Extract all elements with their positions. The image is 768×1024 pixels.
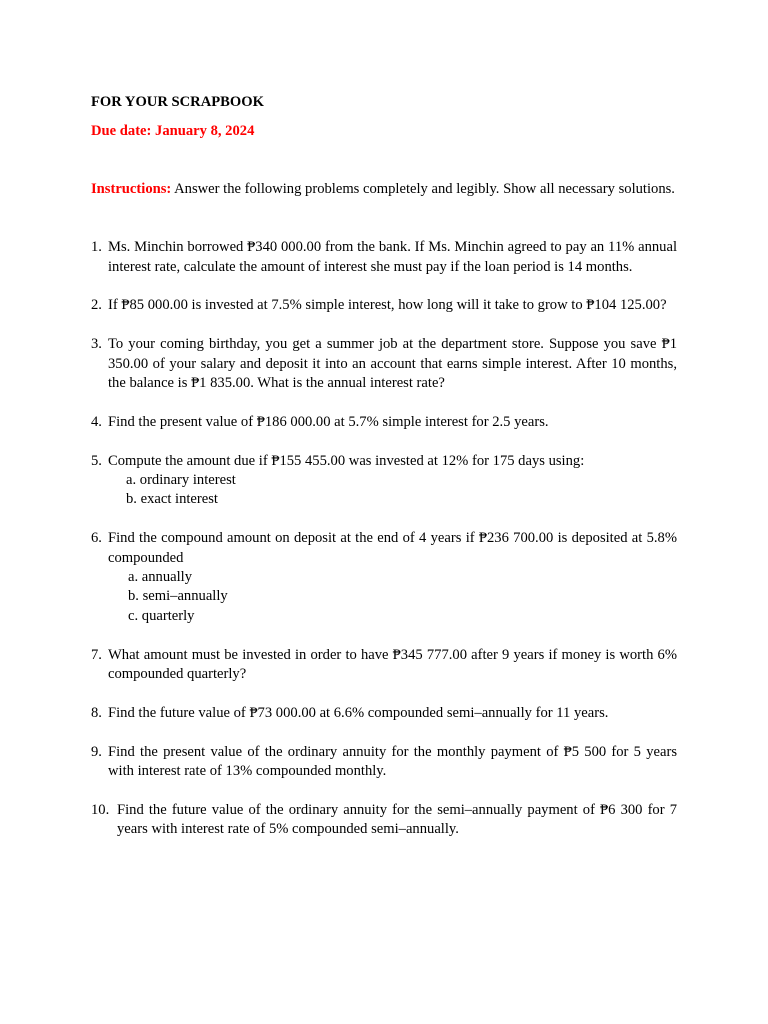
document-page xyxy=(91,93,677,859)
instructions-label: Instructions: xyxy=(91,180,172,197)
problem-text: Find the future value of ₱73 000.00 at 6.6% compounded semi–annually for 11 years. xyxy=(108,704,609,721)
sub-item: b. exact interest xyxy=(126,491,218,508)
problem-item xyxy=(91,413,677,432)
problem-number: 1. xyxy=(91,239,102,256)
problem-number: 10. xyxy=(91,801,110,818)
instructions xyxy=(91,180,677,199)
problem-item xyxy=(91,335,677,393)
problem-text: Find the present value of the ordinary annuity for the monthly payment of ₱5 500 for 5 years with interest rate of 13% compounded monthly. xyxy=(108,743,677,780)
problem-item xyxy=(91,704,677,723)
problem-item xyxy=(91,646,677,685)
problem-text: Compute the amount due if ₱155 455.00 was invested at 12% for 175 days using: xyxy=(108,452,585,469)
problem-list xyxy=(91,238,677,839)
problem-text: Ms. Minchin borrowed ₱340 000.00 from the bank. If Ms. Minchin agreed to pay an 11% annual interest rate, calculate the amount of interest she must pay if the loan period is 14 months. xyxy=(108,239,677,275)
page-title: FOR YOUR SCRAPBOOK xyxy=(91,94,264,110)
problem-number: 8. xyxy=(91,704,102,721)
problem-text: Find the present value of ₱186 000.00 at 5.7% simple interest for 2.5 years. xyxy=(108,413,549,430)
problem-text: Find the future value of the ordinary annuity for the semi–annually payment of ₱6 300 for 7 years with interest rate of 5% compounded semi–annually. xyxy=(117,801,677,838)
problem-item xyxy=(91,296,677,315)
problem-number: 7. xyxy=(91,646,102,663)
problem-item xyxy=(91,238,677,277)
problem-number: 3. xyxy=(91,336,102,353)
sub-item: a. annually xyxy=(128,569,193,586)
problem-number: 2. xyxy=(91,297,102,314)
sub-item-list xyxy=(108,471,677,510)
problem-item xyxy=(91,743,677,782)
problem-text: To your coming birthday, you get a summer job at the department store. Suppose you save ₱1 350.00 of your salary and deposit it into an account that earns simple interest. After 10 months, the balance is ₱1 835.00. What is the annual interest rate? xyxy=(108,336,677,392)
problem-number: 9. xyxy=(91,743,102,760)
sub-item-list xyxy=(108,568,677,626)
due-date: Due date: January 8, 2024 xyxy=(91,123,255,140)
problem-item xyxy=(91,529,677,626)
problem-text: If ₱85 000.00 is invested at 7.5% simple interest, how long will it take to grow to ₱104 125.00? xyxy=(108,297,667,314)
sub-item: b. semi–annually xyxy=(128,588,228,605)
problem-item xyxy=(91,801,677,840)
sub-item: c. quarterly xyxy=(128,607,195,624)
problem-item xyxy=(91,452,677,510)
problem-text: What amount must be invested in order to have ₱345 777.00 after 9 years if money is worth 6% compounded quarterly? xyxy=(108,646,677,683)
instructions-text: Answer the following problems completely and legibly. Show all necessary solutions. xyxy=(171,180,675,197)
problem-number: 4. xyxy=(91,413,102,430)
problem-number: 5. xyxy=(91,452,102,469)
problem-number: 6. xyxy=(91,530,102,547)
problem-text: Find the compound amount on deposit at the end of 4 years if ₱236 700.00 is deposited at 5.8% compounded xyxy=(108,530,677,566)
sub-item: a. ordinary interest xyxy=(126,472,236,489)
